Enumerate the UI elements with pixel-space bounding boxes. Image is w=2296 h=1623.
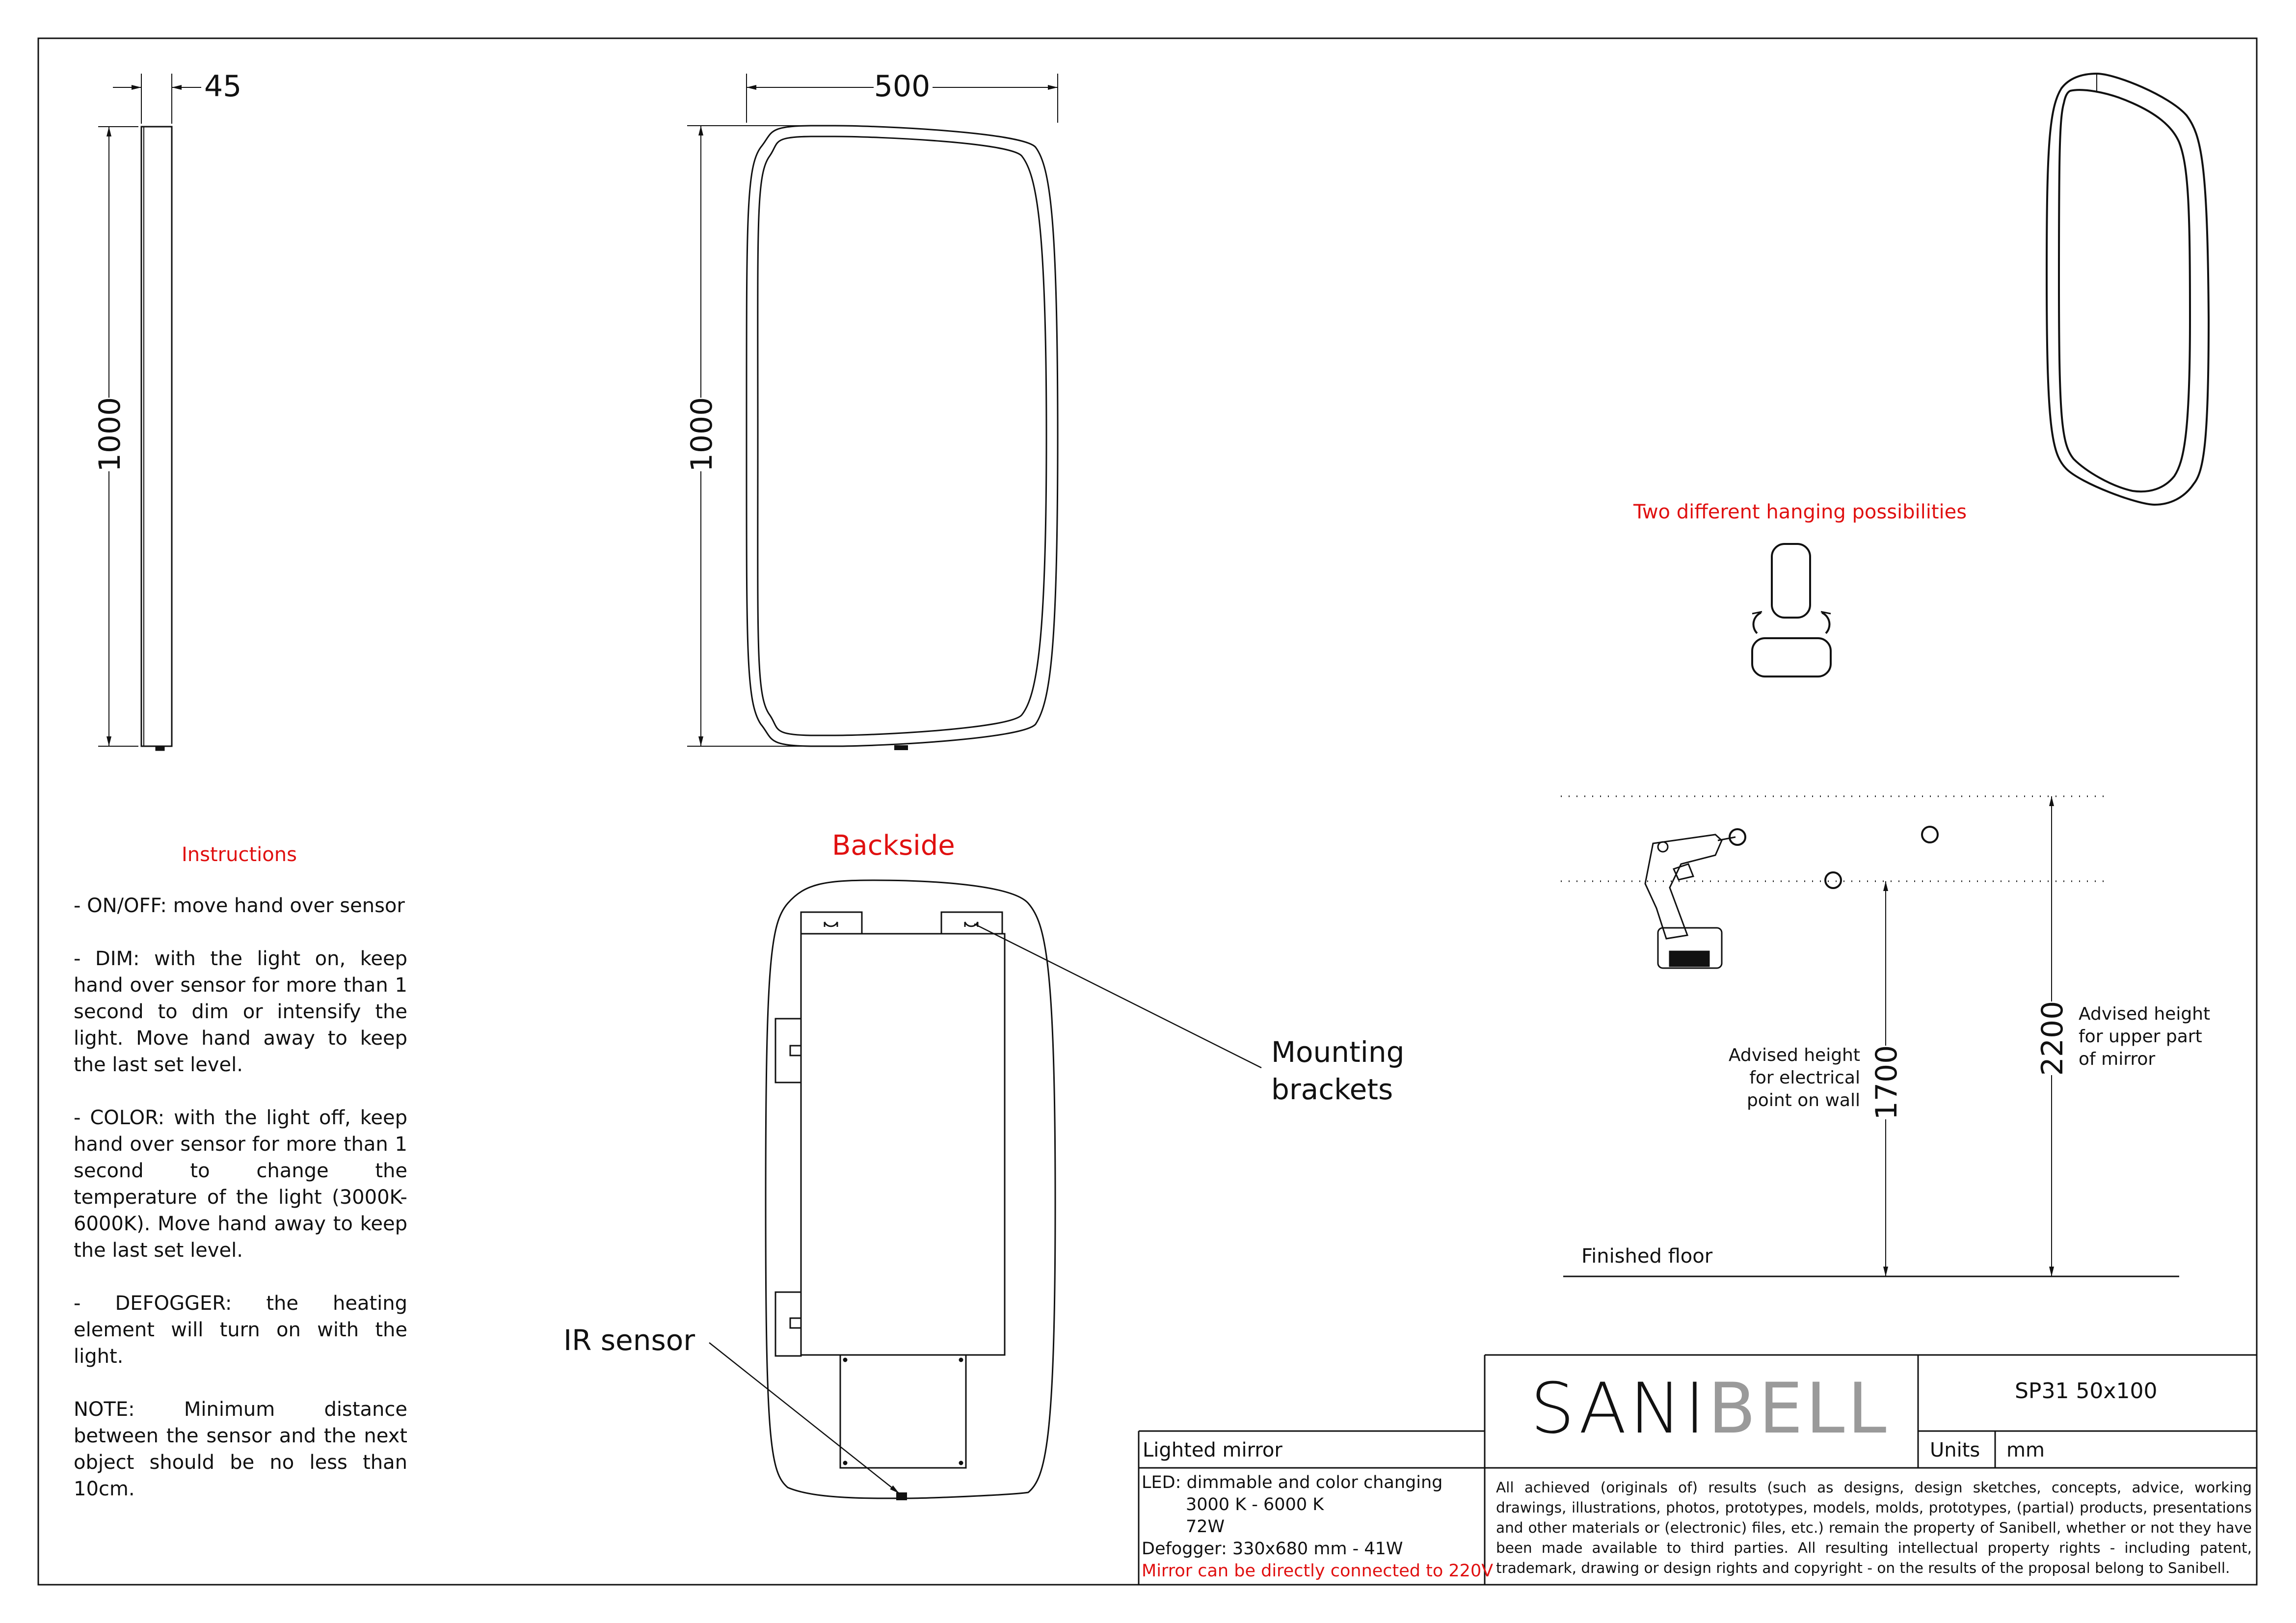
spec-power: 72W bbox=[1186, 1517, 1225, 1537]
perspective-view bbox=[2047, 74, 2209, 505]
backside-view bbox=[709, 880, 1261, 1500]
dim-side-height: 1000 bbox=[93, 397, 127, 472]
spec-defogger: Defogger: 330x680 mm - 41W bbox=[1142, 1539, 1403, 1559]
mounting-line-2: brackets bbox=[1271, 1073, 1393, 1106]
finished-floor-label: Finished floor bbox=[1581, 1245, 1713, 1268]
advised-elec-line-1: Advised height bbox=[1728, 1045, 1860, 1065]
legal-notice: All achieved (originals of) results (such as designs, design sketches, concepts, advice, working drawings, illustrations, photos, prototypes, models, molds, prototypes, (partial) products, presentations and other materials or (electronic) files, etc.) remain the property of Sanibell, whether or not they have been made available to third parties. All resulting intellectual property rights - including patent, trademark, drawing or design rights and copyright - on the results of the proposal belong to Sanibell. bbox=[1496, 1479, 2252, 1576]
dim-front-width: 500 bbox=[874, 69, 931, 104]
advised-upper-line-1: Advised height bbox=[2079, 1004, 2211, 1024]
advised-upper-note bbox=[2079, 1003, 2236, 1071]
instructions-title: Instructions bbox=[182, 843, 297, 866]
brand-logo bbox=[1530, 1370, 1889, 1448]
advised-elec-line-3: point on wall bbox=[1746, 1090, 1860, 1110]
dim-height-upper: 2200 bbox=[2035, 1001, 2070, 1076]
instruction-dim: - DIM: with the light on, keep hand over sensor for more than 1 second to dim or intensify the light. Move hand away to keep the last set level. bbox=[74, 947, 407, 1076]
units-value: mm bbox=[2006, 1439, 2045, 1461]
instruction-on-off: - ON/OFF: move hand over sensor bbox=[74, 894, 405, 917]
mounting-brackets-label bbox=[1271, 1033, 1404, 1108]
advised-upper-line-3: of mirror bbox=[2079, 1049, 2156, 1069]
drill-icon bbox=[1645, 835, 1735, 968]
hanging-options-icon bbox=[1752, 544, 1831, 676]
dim-side-depth: 45 bbox=[204, 69, 242, 104]
spec-temp: 3000 K - 6000 K bbox=[1186, 1495, 1324, 1515]
dim-height-electrical: 1700 bbox=[1869, 1045, 1904, 1120]
hanging-title: Two different hanging possibilities bbox=[1633, 501, 1967, 523]
instructions-list bbox=[74, 893, 407, 1529]
spec-voltage: Mirror can be directly connected to 220V bbox=[1142, 1561, 1494, 1581]
advised-elec-line-2: for electrical bbox=[1749, 1068, 1860, 1088]
product-specs bbox=[1142, 1472, 1493, 1582]
instruction-defogger: - DEFOGGER: the heating element will turn on with the light. bbox=[74, 1292, 407, 1368]
dim-front-height: 1000 bbox=[685, 397, 719, 472]
advised-upper-line-2: for upper part bbox=[2079, 1027, 2202, 1047]
backside-title: Backside bbox=[832, 830, 955, 862]
spec-led: LED: dimmable and color changing bbox=[1142, 1473, 1443, 1492]
instruction-color: - COLOR: with the light off, keep hand over sensor for more than 1 second to change the temperature of the light (3000K-6000K). Move hand away to keep the last set level. bbox=[74, 1107, 407, 1262]
instruction-note: NOTE: Minimum distance between the sensor and the next object should be no less than 10cm. bbox=[74, 1398, 407, 1500]
brand-logo-dark: SANI bbox=[1530, 1368, 1709, 1449]
mounting-line-1: Mounting bbox=[1271, 1035, 1405, 1069]
front-view bbox=[687, 74, 1058, 750]
units-label: Units bbox=[1930, 1439, 1980, 1461]
advised-electrical-note bbox=[1703, 1044, 1860, 1112]
product-code: SP31 50x100 bbox=[2015, 1379, 2158, 1404]
product-name: Lighted mirror bbox=[1143, 1439, 1282, 1461]
brand-logo-light: BELL bbox=[1708, 1368, 1890, 1449]
ir-sensor-label: IR sensor bbox=[563, 1324, 695, 1357]
